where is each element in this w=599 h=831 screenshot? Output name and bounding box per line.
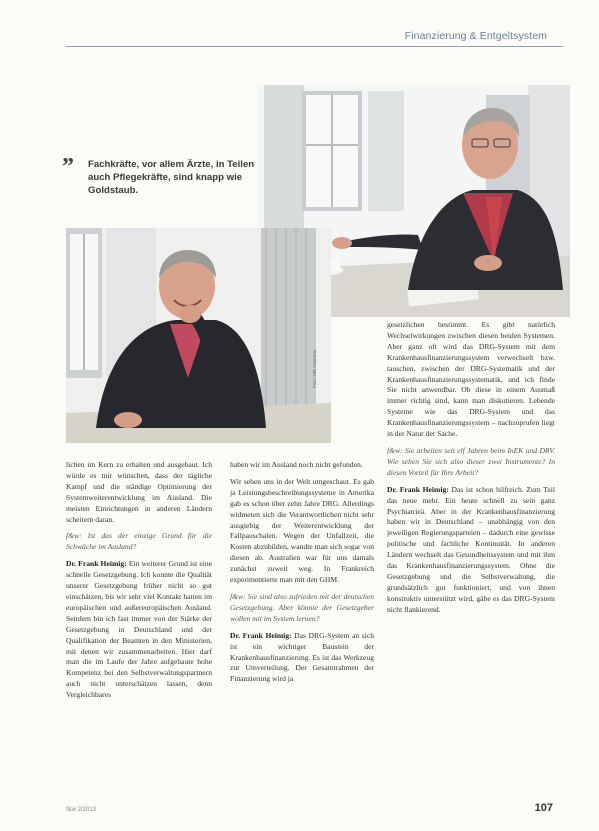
section-title: Finanzierung & Entgeltsystem: [404, 30, 547, 42]
pull-quote-text: Fachkräfte, vor allem Ärzte, in Teilen auch Pflegekräfte, sind knapp wie Goldstaub.: [88, 159, 255, 197]
interview-answer: [387, 485, 555, 616]
interview-question: f&w: Sie arbeiten seit elf Jahren beim InEK und DRV. Wie sehen Sie sich also dieser zwei Instrumente? In diesen Vorteil für Ihre Arbeit?: [387, 445, 555, 477]
interview-answer: [66, 559, 212, 701]
quote-mark-icon: ”: [62, 154, 74, 180]
text-column-1: [66, 460, 212, 707]
speaker-name: Dr. Frank Heimig:: [230, 630, 292, 640]
photo-interview-portrait-image: [66, 228, 331, 443]
issue-label: f&w 2/2013: [66, 807, 97, 813]
photo-interview-portrait: [66, 228, 331, 443]
interview-question: f&w: Ist das der einzige Grund für die Schwäche im Ausland?: [66, 531, 212, 552]
answer-text: Ein weiterer Grund ist eine schnelle Gesetzgebung. Ich konnte die Qualität unserer Gesetzgebung früher nicht so gut einschätzen, bis wir sehr viel Kontakt hatten im europäischen und außereuropäischen Ausland. Seitdem bin ich fast immer von der Stärke der Gesetzgebung in Deutschland und der Qualifikation der Beamten in den Ministerien, mit denen wir zusammenarbeiten. Hier darf man die im Laufe der Jahre aufgebaute hohe Kompetenz bei den Selbstverwaltungspartnern auch nicht unterschätzen lassen, denn Vergleichbares: [66, 559, 212, 700]
answer-text: Das DRG-System an sich ist ein wichtiger Baustein der Krankenhausfinanzierung. Es ist das Werkzeug zur Umverteilung. Der Gesamtrahmen der Finanzierung wird ja: [230, 630, 374, 684]
photo-credit: Foto: Nils Hasenau: [312, 349, 317, 388]
speaker-name: Dr. Frank Heimig:: [66, 559, 127, 569]
interview-answer: [230, 631, 374, 686]
paragraph: Wir sehen uns in der Welt umgeschaut. Es gab ja Leistungsbeschreibungssysteme in Amerika gab es schon über zehn Jahre DRG. Allerdings widmeten sich die Verantwortlichen nicht sehr ausgiebig der Weiterentwicklung der Fallpauschalen. Wegen der Unfallzeit, die Kosten abzubilden, wandte man sich sogar von diesen ab. Australien war für uns damals zunächst zuweit weg. In Frankreich experimentierte man mit den GHM.: [230, 476, 374, 585]
speaker-name: Dr. Frank Heimig:: [387, 484, 449, 494]
page-number: 107: [534, 802, 553, 814]
interview-question: f&w: Sie sind also zufrieden mit der deutschen Gesetzgebung. Aber könnte der Gesetzgeber wollen mit im System lernen?: [230, 591, 374, 623]
pull-quote: [62, 154, 262, 198]
paragraph: haben wir im Ausland noch nicht gefunden.: [230, 460, 363, 469]
paragraph: lichen im Kern zu erhalten und ausgebaut. Ich würde es mir wünschen, dass der tägliche Kampf und die ständige Optimierung der Systemweiterentwicklung im Ausland. Die meisten Einrichtungen in anderen Ländern scheitern daran.: [66, 460, 212, 524]
paragraph: gesetzlichen bestimmt. Es gibt natürlich Wechselwirkungen zwischen diesen beiden Systemen. Aber ganz oft wird das DRG-System mit dem Krankenhausfinanzierungssystem verwechselt bzw. tauschen, zwischen der DRG-Systematik und der Krankenhausfinanzierungssystematik, und ich finde Sie nicht anwendbar. Ob diese in einem Ausmaß immer richtig sind, kann man diskutieren. Lebende Systeme wie das DRG-System und das Krankenhausfinanzierungssystem – nachzuprufen liegt in der Natur der Sache.: [387, 320, 555, 439]
answer-text: Das ist schon hilfreich. Zum Teil das neue mehr. Ein heute schnell zu sein ganz Psychiatrieä. Aber in der Krankenhausfinanzierung haben wir in Deutschland – unabhängig von den jeweiligen Regierungsparteien – dadurch eine gewisse politische und fachliche Kontinuität. In anderen Ländern wechselt das Gesundheitssystem und mit ihm das Krankenhausfinanzierungssystem. Ohne die Gesetzgebung und die Selbstverwaltung, die grundsätzlich gut funktioniert, und von ihnen konstruktiv unterstützt wird, gäbe es das DRG-System nicht flankierend.: [387, 484, 555, 614]
header-rule: [66, 46, 563, 47]
text-column-3: [387, 320, 555, 622]
text-column-2: [230, 460, 374, 691]
